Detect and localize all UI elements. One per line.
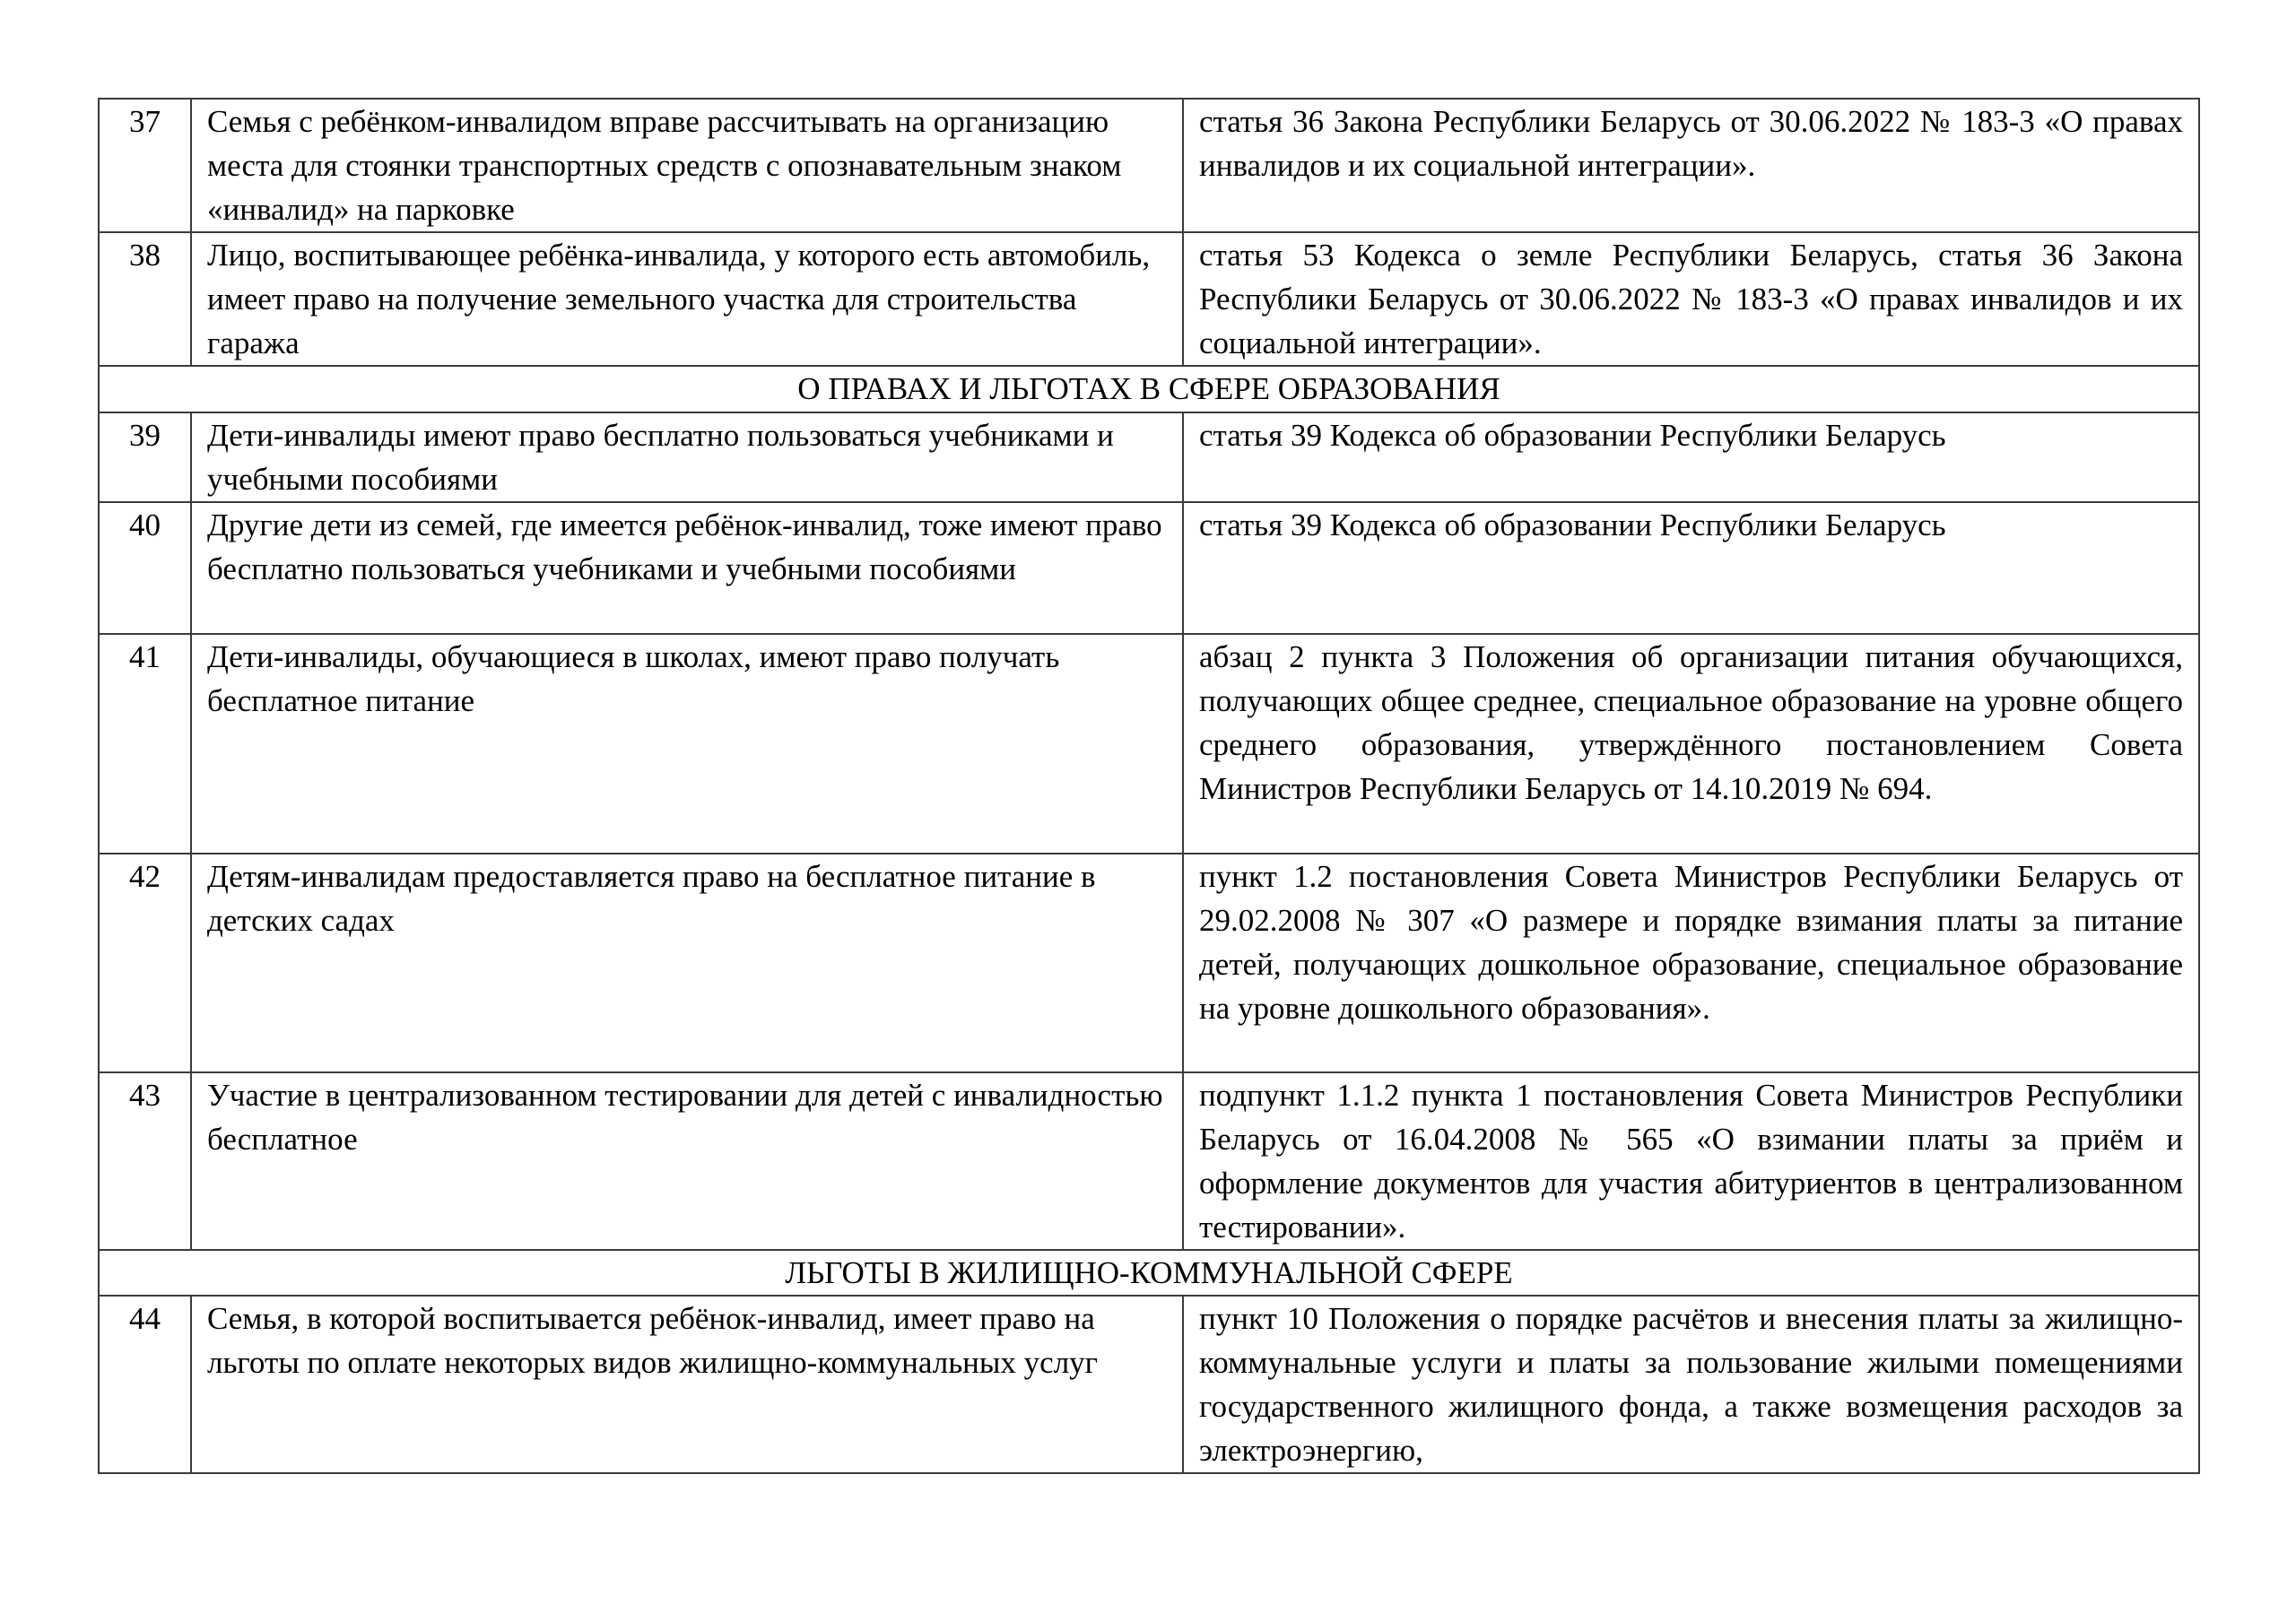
table-row	[99, 1072, 2199, 1250]
benefit-description: Семья с ребёнком-инвалидом вправе рассчитывать на организацию места для стоянки транспортных средств с опознавательным знаком «инвалид» на парковке	[191, 99, 1183, 232]
table-row	[99, 99, 2199, 232]
row-number: 42	[99, 854, 191, 1072]
benefit-description: Семья, в которой воспитывается ребёнок-инвалид, имеет право на льготы по оплате некоторых видов жилищно-коммунальных услуг	[191, 1296, 1183, 1473]
section-title-education: О ПРАВАХ И ЛЬГОТАХ В СФЕРЕ ОБРАЗОВАНИЯ	[99, 366, 2199, 412]
benefit-description: Другие дети из семей, где имеется ребёнок-инвалид, тоже имеют право бесплатно пользоваться учебниками и учебными пособиями	[191, 502, 1183, 634]
row-number: 43	[99, 1072, 191, 1250]
row-number: 44	[99, 1296, 191, 1473]
legal-reference: статья 53 Кодекса о земле Республики Беларусь, статья 36 Закона Республики Беларусь от 30.06.2022 № 183-3 «О правах инвалидов и их социальной интеграции».	[1183, 232, 2199, 366]
table-row	[99, 854, 2199, 1072]
table-row	[99, 502, 2199, 634]
row-number: 41	[99, 634, 191, 854]
legal-reference: пункт 10 Положения о порядке расчётов и внесения платы за жилищно-коммунальные услуги и платы за пользование жилыми помещениями государственного жилищного фонда, а также возмещения расходов за электроэнергию,	[1183, 1296, 2199, 1473]
section-header-row	[99, 366, 2199, 412]
legal-reference: подпункт 1.1.2 пункта 1 постановления Совета Министров Республики Беларусь от 16.04.2008 № 565 «О взимании платы за приём и оформление документов для участия абитуриентов в централизованном тестировании».	[1183, 1072, 2199, 1250]
row-number: 40	[99, 502, 191, 634]
row-number: 38	[99, 232, 191, 366]
legal-reference: пункт 1.2 постановления Совета Министров Республики Беларусь от 29.02.2008 № 307 «О размере и порядке взимания платы за питание детей, получающих дошкольное образование, специальное образование на уровне дошкольного образования».	[1183, 854, 2199, 1072]
legal-reference: статья 39 Кодекса об образовании Республики Беларусь	[1183, 502, 2199, 634]
legal-reference: абзац 2 пункта 3 Положения об организации питания обучающихся, получающих общее среднее, специальное образование на уровне общего среднего образования, утверждённого постановлением Совета Министров Республики Беларусь от 14.10.2019 № 694.	[1183, 634, 2199, 854]
row-number: 37	[99, 99, 191, 232]
benefit-description: Участие в централизованном тестировании для детей с инвалидностью бесплатное	[191, 1072, 1183, 1250]
section-title-housing: ЛЬГОТЫ В ЖИЛИЩНО-КОММУНАЛЬНОЙ СФЕРЕ	[99, 1250, 2199, 1296]
benefit-description: Детям-инвалидам предоставляется право на бесплатное питание в детских садах	[191, 854, 1183, 1072]
table-row	[99, 634, 2199, 854]
legal-reference: статья 39 Кодекса об образовании Республики Беларусь	[1183, 412, 2199, 502]
section-header-row	[99, 1250, 2199, 1296]
table-row	[99, 232, 2199, 366]
legal-reference: статья 36 Закона Республики Беларусь от 30.06.2022 № 183-3 «О правах инвалидов и их социальной интеграции».	[1183, 99, 2199, 232]
benefit-description: Лицо, воспитывающее ребёнка-инвалида, у которого есть автомобиль, имеет право на получение земельного участка для строительства гаража	[191, 232, 1183, 366]
benefit-description: Дети-инвалиды имеют право бесплатно пользоваться учебниками и учебными пособиями	[191, 412, 1183, 502]
table-row	[99, 412, 2199, 502]
benefit-description: Дети-инвалиды, обучающиеся в школах, имеют право получать бесплатное питание	[191, 634, 1183, 854]
row-number: 39	[99, 412, 191, 502]
benefits-table	[98, 98, 2200, 1474]
table-row	[99, 1296, 2199, 1473]
